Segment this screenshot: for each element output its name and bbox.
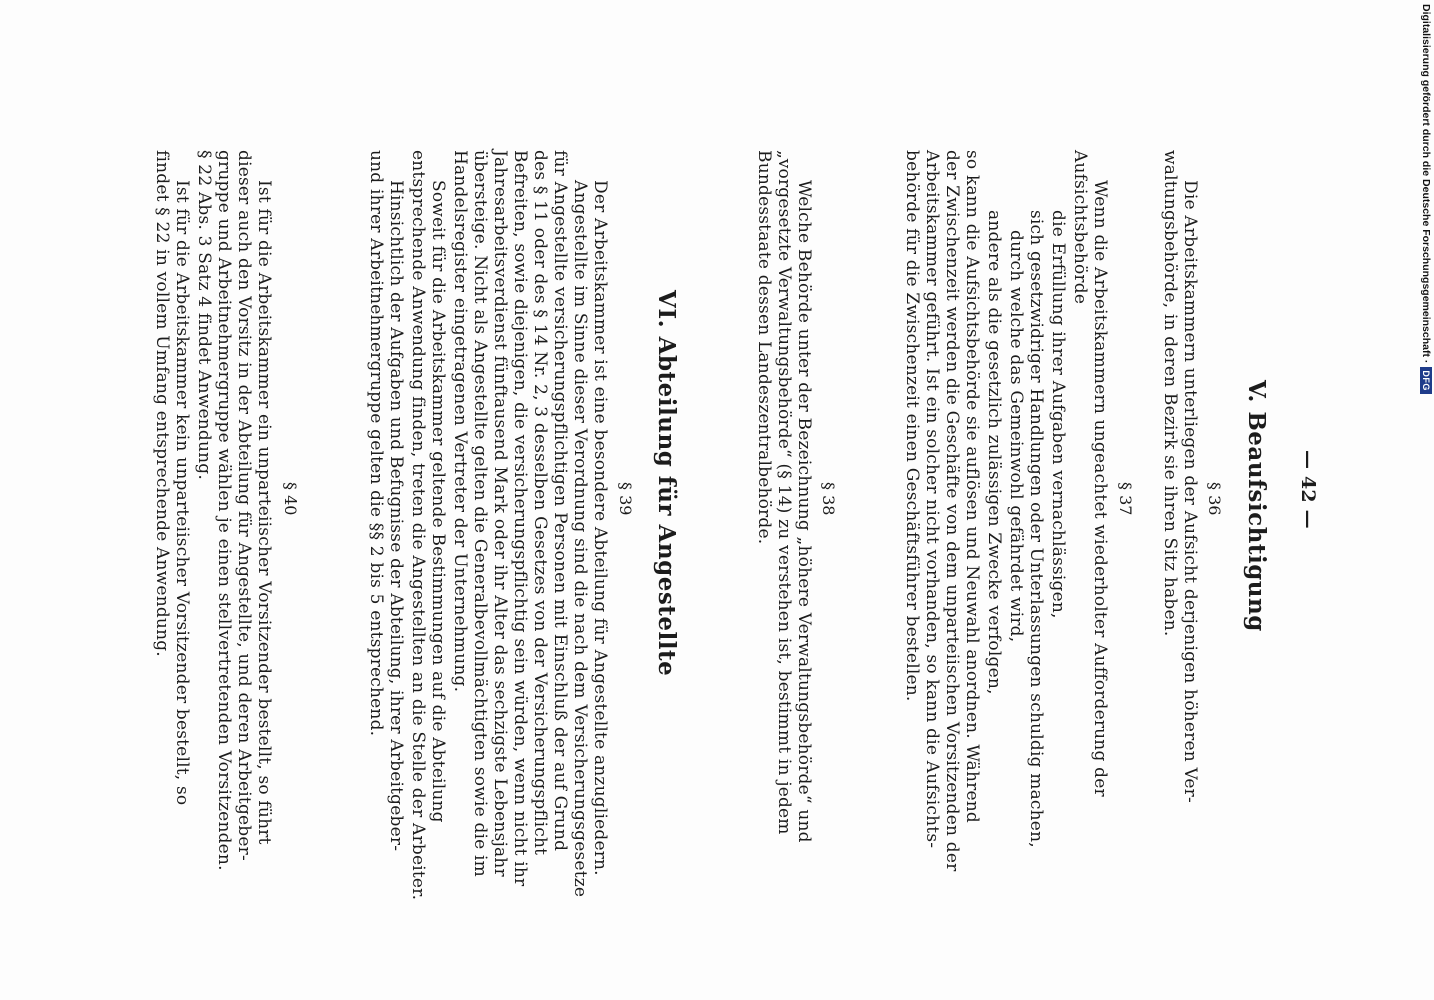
p39-line-9: Soweit für die Arbeitskammer geltende Bestimmungen auf die Abteilung	[428, 180, 448, 823]
p39-line-3: für Angestellte versicherungspflichtigen Personen mit Einschluß der auf Grund	[550, 150, 570, 852]
p39-line-2: Angestellte im Sinne dieser Verordnung sind die nach dem Versicherungsgesetze	[570, 180, 590, 898]
p39-line-4: des § 11 oder des § 14 Nr. 2, 3 desselben Gesetzes von der Versicherungspflicht	[530, 150, 550, 856]
p37-intro-2: Aufsichtsbehörde	[1070, 150, 1090, 305]
digitization-credit	[1416, 4, 1434, 404]
p36-line-2: waltungsbehörde, in deren Bezirk sie ihren Sitz haben.	[1160, 150, 1180, 637]
p39-line-1: Der Arbeitskammer ist eine besondere Abteilung für Angestellte anzugliedern.	[590, 180, 610, 876]
p37-intro-1: Wenn die Arbeitskammern ungeachtet wiederholter Aufforderung der	[1090, 180, 1110, 797]
p39-line-11: Hinsichtlich der Aufgaben und Befugnisse der Abteilung, ihrer Arbeitgeber-	[386, 180, 406, 852]
rotated-page-content	[0, 110, 1319, 910]
p40-line-2: dieser auch den Vorsitz in der Abteilung für Angestellte, und deren Arbeitgeber-	[234, 150, 254, 861]
dfg-logo: DFG	[1420, 367, 1432, 394]
p37-item-1: die Erfüllung ihrer Aufgaben vernachlässigen,	[1048, 210, 1068, 619]
p39-line-8: Handelsregister eingetragenen Vertreter der Unternehmung.	[450, 150, 470, 693]
p37-closing-3: Arbeitskammer geführt. Ist ein solcher nicht vorhanden, so kann die Aufsichts-	[922, 150, 942, 849]
p39-line-12: und ihrer Arbeitnehmergruppe gelten die §§ 2 bis 5 entsprechend.	[366, 150, 386, 737]
p37-item-3: andere als die gesetzlich zulässigen Zwecke verfolgen,	[984, 210, 1004, 695]
paragraph-38-number: § 38	[819, 482, 838, 516]
p38-line-3: Bundesstaate dessen Landeszentralbehörde.	[754, 150, 774, 545]
p37-closing-4: behörde für die Zwischenzeit einen Geschäftsführer bestellen.	[902, 150, 922, 702]
section-v-title: V. Beaufsichtigung	[1243, 380, 1270, 632]
p39-line-6: Jahresarbeitsverdienst fünftausend Mark oder ihr Alter das sechzigste Lebensjahr	[490, 150, 510, 877]
p38-line-1: Welche Behörde unter der Bezeichnung „höhere Verwaltungsbehörde“ und	[794, 180, 814, 843]
p40-line-3: gruppe und Arbeitnehmergruppe wählen je einen stellvertretenden Vorsitzenden.	[214, 150, 234, 871]
p39-line-10: entsprechende Anwendung finden, treten die Angestellten an die Stelle der Arbeiter.	[408, 150, 428, 901]
paragraph-40-number: § 40	[281, 482, 300, 516]
p37-item-2: sich gesetzwidriger Handlungen oder Unterlassungen schuldig machen,	[1026, 210, 1046, 848]
credit-text: Digitalisierung gefördert durch die Deutsche Forschungsgemeinschaft ·	[1420, 4, 1432, 364]
section-vi-title: VI. Abteilung für Angestellte	[653, 290, 680, 677]
p40-line-1: Ist für die Arbeitskammer ein unparteiischer Vorsitzender bestellt, so führt	[254, 180, 274, 845]
p40-line-6: findet § 22 in vollem Umfang entsprechende Anwendung.	[152, 150, 172, 657]
paragraph-36-number: § 36	[1205, 482, 1224, 516]
p37-item-2b: durch welche das Gemeinwohl gefährdet wird,	[1006, 230, 1026, 643]
p40-line-4: § 22 Abs. 3 Satz 4 findet Anwendung.	[194, 150, 214, 480]
p39-line-7: übersteige. Nicht als Angestellte gelten die Generalbevollmächtigten sowie die im	[470, 150, 490, 877]
p39-line-5: Befreiten, sowie diejenigen, die versicherungspflichtig sein würden, wenn nicht ihr	[510, 150, 530, 887]
p36-line-1: Die Arbeitskammern unterliegen der Aufsicht derjenigen höheren Ver-	[1180, 180, 1200, 803]
paragraph-37-number: § 37	[1116, 482, 1135, 516]
digitization-credit-inner	[1416, 4, 1434, 404]
p40-line-5: Ist für die Arbeitskammer kein unparteiischer Vorsitzender bestellt, so	[172, 180, 192, 806]
page-number: — 42 —	[1297, 450, 1319, 529]
p38-line-2: „vorgesetzte Verwaltungsbehörde“ (§ 14) zu verstehen ist, bestimmt in jedem	[774, 150, 794, 835]
paragraph-39-number: § 39	[616, 482, 635, 516]
p37-closing-1: so kann die Aufsichtsbehörde sie auflösen und Neuwahl anordnen. Während	[962, 150, 982, 823]
p37-closing-2: der Zwischenzeit werden die Geschäfte von dem unparteiischen Vorsitzenden der	[942, 150, 962, 872]
